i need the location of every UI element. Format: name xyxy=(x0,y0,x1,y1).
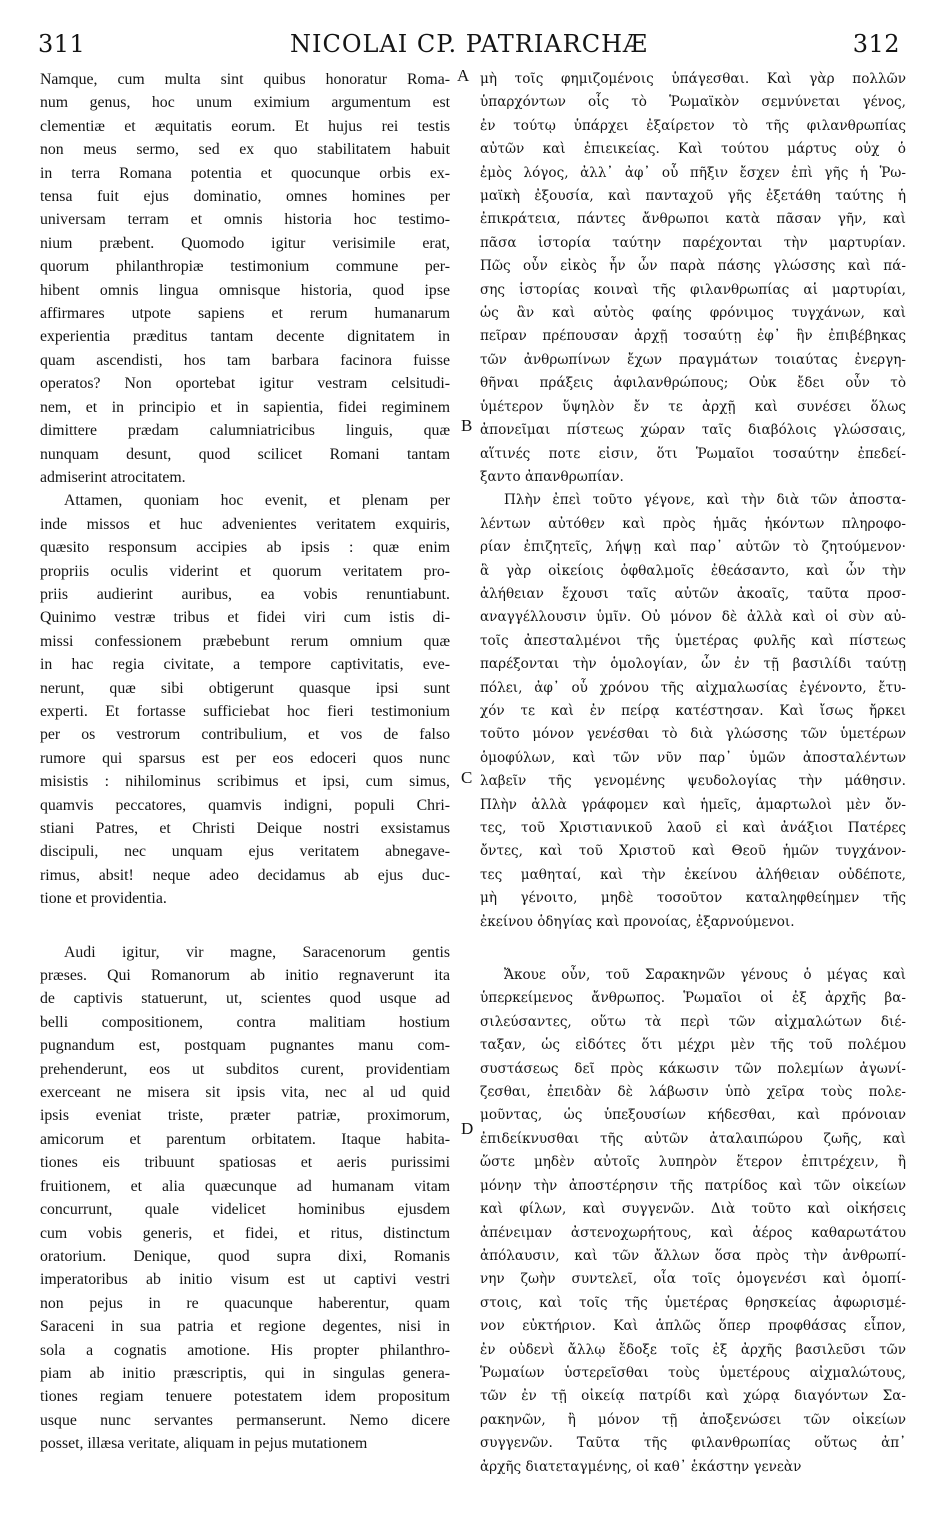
text-line: cum vobis generis, et fidei, et ritus, distinctum xyxy=(40,1224,450,1242)
text-line: rumore qui sparsus est per eos edoceri quos nunc xyxy=(40,749,450,767)
text-line: oratorium. Denique, quod supra dixi, Romanis xyxy=(40,1247,450,1265)
text-line: ὑπερκείμενος ἄνθρωπος. Ῥωμαῖοι οἱ ἐξ ἀρχῆς βα- xyxy=(480,990,906,1007)
text-line: ρακηνῶν, ἢ μόνον τῇ ἀποξενώσει τῶν οἰκείων xyxy=(480,1411,906,1428)
text-line: posset, illæsa veritate, aliquam in pejus mutationem xyxy=(40,1435,368,1453)
text-line: clementiæ et æquitatis eorum. Et hujus rei testis xyxy=(40,117,450,135)
text-line: Attamen, quoniam hoc evenit, et plenam per xyxy=(64,492,450,510)
section-marker-b: B xyxy=(461,416,473,435)
text-line: τῶν ἐν τῇ οἰκείᾳ πατρίδι καὶ χώρᾳ διαγόντων Σα- xyxy=(480,1388,906,1405)
page-number-left: 311 xyxy=(38,30,86,58)
text-line: ὁμοφύλων, καὶ τῶν νῦν παρ᾽ ὑμῶν ἀποσταλέντων xyxy=(480,749,906,766)
text-line: ζεσθαι, ἐπειδὰν δὲ λάβωσιν ὑπὸ χεῖρα τοὺς πολε- xyxy=(480,1084,906,1101)
text-line: tiones regiam tenuere potestatem idem propositum xyxy=(40,1388,450,1406)
text-line: stiani Patres, et Christi Deique nostri exsistamus xyxy=(40,820,450,837)
text-line: νην ζωὴν συντελεῖ, οἷα τοῖς ὁμογενέσι καὶ ὁμοπί- xyxy=(480,1271,906,1288)
text-line: de captivis statuerunt, ut, scientes quod usque ad xyxy=(40,990,450,1008)
text-line: imperatoribus ab initio visum est ut captivi vestri xyxy=(40,1271,450,1289)
text-line: τες μαθηταί, καὶ τὴν ἐκείνου ἀλήθειαν οὐδέποτε, xyxy=(480,866,906,883)
text-line: hibent omnis lingua omnisque historia, quod ipse xyxy=(40,281,450,299)
text-line: ταξαν, ὡς εἰδότες ὅτι μέχρι μὲν τῆς τοῦ πολέμου xyxy=(480,1037,906,1054)
text-line: nem, et in principio et in sapientia, fidei regiminem xyxy=(40,398,450,416)
text-line: nunquam desunt, quod scilicet Romani tantam xyxy=(40,445,450,463)
text-line: affirmares utpote sapiens et rerum humanarum xyxy=(40,305,450,323)
text-line: τοῖς ἀπεσταλμένοι τῆς ὑμετέρας φυλῆς καὶ πίστεως xyxy=(480,632,906,649)
text-line: συγγενῶν. Ταῦτα τῆς φιλανθρωπίας οὕτως ἀπ᾽ xyxy=(480,1435,906,1452)
text-line: usque nunc servantes permanserunt. Nemo dicere xyxy=(40,1411,450,1429)
text-line: belli compositionem, contra malitiam hostium xyxy=(40,1013,450,1031)
text-line: discipuli, nec unquam ejus veritatem abnegave- xyxy=(40,843,450,861)
text-line: in hac regia civitate, a tempore captivitatis, eve- xyxy=(40,656,450,674)
text-line: ἀπόλαυσιν, καὶ τῶν ἄλλων ὅσα πρὸς τὴν ἀνθρωπί- xyxy=(480,1247,906,1264)
text-line: piam ab initio præscriptis, qui in singulas genera- xyxy=(40,1364,450,1382)
text-line: ἐμὸς λόγος, ἀλλ᾽ ἀφ᾽ οὗ πῆξιν ἔσχεν ἐπὶ γῆς ἡ Ῥω- xyxy=(480,164,906,181)
text-line: tione et providentia. xyxy=(40,890,167,908)
text-line: quamvis peccatores, quamvis indigni, populi Chri- xyxy=(40,796,450,814)
text-line: ἐπικράτεια, πάντες ἄνθρωποι κατὰ πᾶσαν γῆν, καὶ xyxy=(480,211,906,228)
text-line: Πλὴν ἀλλὰ γράφομεν καὶ ἡμεῖς, ἁμαρτωλοὶ μὲν ὄν- xyxy=(480,796,906,813)
text-line: quam ascendisti, hos tam barbara facinora fuisse xyxy=(40,351,450,369)
text-line: concurrunt, quale videlicet hominibus ejusdem xyxy=(40,1201,450,1219)
text-line: ἐν τούτῳ ὑπάρχει ἐξαίρετον τὸ τῆς φιλανθρωπίας xyxy=(480,117,906,134)
text-line: μὴ τοῖς φημιζομένοις ὑπάγεσθαι. Καὶ γὰρ πολλῶν xyxy=(480,71,906,87)
text-line: τῶν ἀνθρωπίνων ἔχων πραγμάτων τοιαύτας ἐνεργη- xyxy=(480,351,906,368)
text-line: ἀπονεῖμαι πίστεως χώραν ταῖς διαβόλοις γλώσσαις, xyxy=(480,422,906,439)
text-line: ἀρχῆς διατεταγμένης, οἱ καθ᾽ ἑκάστην γενεὰν xyxy=(480,1458,802,1475)
text-line: per os vestrorum contribulium, et vos de falso xyxy=(40,726,450,744)
text-line: experientia præditus tantam decente dignitatem in xyxy=(40,328,450,346)
latin-column xyxy=(40,68,450,1456)
text-line: non meus sermo, sed ex quo stabilitatem habuit xyxy=(40,141,450,159)
text-line: ὑμέτερον ὕψηλὸν ἔν τε ἀρχῇ καὶ συνέσει ὅλως xyxy=(480,398,906,415)
text-line: num genus, hoc unum eximium argumentum est xyxy=(40,94,450,112)
text-line: Saraceni in sua patria et regione degentes, nisi in xyxy=(40,1318,450,1336)
text-line: μοῦντας, ὡς ὑπεξουσίων κήδεσθαι, καὶ πρόνοιαν xyxy=(480,1107,906,1124)
text-line: rimus, absit! neque adeo decidamus ab ejus duc- xyxy=(40,866,450,884)
greek-column xyxy=(480,68,906,1479)
text-line: λέντων αὐτόθεν καὶ πρὸς ἡμᾶς ἡκόντων πληροφο- xyxy=(480,515,906,532)
text-line: τες, τοῦ Χριστιανικοῦ λαοῦ εἰ καὶ ἀνάξιοι Πατέρες xyxy=(480,820,906,836)
text-line: misistis : nihilominus scribimus et ipsi, cum simus, xyxy=(40,773,450,791)
text-line: ξαντο ἀπανθρωπίαν. xyxy=(480,468,624,485)
text-line: in terra Romana potentia et quocunque orbis ex- xyxy=(40,164,450,182)
text-line: priis audierint auribus, ea vobis renuntiabunt. xyxy=(40,585,450,603)
text-line: Πλὴν ἐπεὶ τοῦτο γέγονε, καὶ τὴν διὰ τῶν ἀποστα- xyxy=(504,492,906,509)
section-marker-d: D xyxy=(461,1119,474,1138)
text-line: quorum philanthropiæ testimonium commune per- xyxy=(40,258,450,276)
text-line: καὶ φίλων, καὶ συγγενῶν. Διὰ τοῦτο καὶ οἰκήσεις xyxy=(480,1201,906,1218)
text-line: universam terram et omnis historia hoc testimo- xyxy=(40,211,450,229)
text-line: πόλει, ἀφ᾽ οὗ χρόνου τῆς αἰχμαλωσίας ἐγένοντο, ἔτυ- xyxy=(480,679,906,696)
text-line: amicorum et parentum orbitatem. Itaque habita- xyxy=(40,1130,450,1148)
text-line: πεῖραν πρέπουσαν ἀρχῇ τοσαύτῃ ἐφ᾽ ἣν ἐπιβέβηκας xyxy=(480,328,906,345)
running-title: NICOLAI CP. PATRIARCHÆ xyxy=(289,30,649,58)
text-line: præses. Qui Romanorum ab initio regnaverunt ita xyxy=(40,967,450,985)
text-line: ρίαν ἐπιζητεῖς, λήψῃ καὶ παρ᾽ αὐτῶν τὸ ζητούμενον· xyxy=(480,539,906,556)
text-line: admiserint atrocitatem. xyxy=(40,468,186,486)
text-line: μαϊκὴ ἐξουσία, καὶ πανταχοῦ γῆς ἐξετάθη ταύτης ἡ xyxy=(480,188,906,205)
text-line: Audi igitur, vir magne, Saracenorum gentis xyxy=(64,943,450,961)
text-line: σης ἱστορίας κοιναὶ τῆς φιλανθρωπίας αἱ μαρτυρίαι, xyxy=(480,281,906,298)
text-line: tensa fuit ejus dominatio, omnes homines per xyxy=(40,188,450,206)
text-line: quæsito responsum accipies ab ipsis : quæ enim xyxy=(40,539,450,557)
text-line: ὄντες, καὶ τοῦ Χριστοῦ καὶ Θεοῦ ἡμῶν τυγχάνον- xyxy=(480,843,906,860)
text-line: αναγγέλλουσιν ὑμῖν. Οὐ μόνον δὲ ἀλλὰ καὶ οἱ σὺν αὐ- xyxy=(480,609,906,626)
text-line: pugnandum est, postquam pugnantes manu com- xyxy=(40,1037,450,1055)
text-line: ὑπαρχόντων οἷς τὸ Ῥωμαϊκὸν σεμνύνεται γένος, xyxy=(480,94,906,111)
page-number-right: 312 xyxy=(852,30,900,58)
text-line: Quinimo vestræ tribus et fidei viri cum istis di- xyxy=(40,609,450,627)
text-line: ὡς ἂν καὶ αὐτὸς φαίης φρόνιμος τυγχάνων, καὶ xyxy=(480,305,906,322)
text-line: νον εὐκτήριον. Καὶ ἁπλῶς ὅπερ προφθάσας εἶπον, xyxy=(480,1318,906,1335)
text-line: inde missos et huc advenientes veritatem exquiris, xyxy=(40,515,450,533)
text-line: non pejus in re quacunque haberentur, quam xyxy=(40,1294,450,1312)
text-line: operatos? Non oportebat igitur vestram celsitudi- xyxy=(40,375,450,393)
text-line: ἀλήθειαν ἔχουσι ταῖς αὐτῶν ἀκοαῖς, ταῦτα προσ- xyxy=(480,585,906,602)
text-line: nerunt, quæ sibi obtigerunt quasque ipsi sunt xyxy=(40,679,450,697)
text-line: nium præbent. Quomodo igitur verisimile erat, xyxy=(40,234,450,252)
text-line: Ῥωμαίων ὑστερεῖσθαι τοὺς ὑμετέρους αἰχμαλώτους, xyxy=(480,1364,906,1381)
text-line: μὴ γένοιτο, μηδὲ τοσοῦτον καταληφθείημεν τῆς xyxy=(480,890,906,907)
text-line: παρέξονται τὴν ὁμολογίαν, ὧν ἐν τῇ βασιλίδι ταύτῃ xyxy=(480,656,906,673)
text-line: μόνην τὴν ἀποστέρησιν τῆς πατρίδος καὶ τῶν οἰκείων xyxy=(480,1177,906,1194)
text-line: ἐκείνου ὁδηγίας καὶ προνοίας, ἐξαρνούμενοι. xyxy=(480,913,795,930)
text-line: dimittere prædam calumniatricibus linguis, quæ xyxy=(40,422,450,440)
text-line: Namque, cum multa sint quibus honoratur Roma- xyxy=(40,71,450,88)
text-line: αὐτῶν καὶ ἐπιεικείας. Καὶ τούτου μάρτυς οὐχ ὁ xyxy=(480,141,906,158)
text-line: χόν τε καὶ ἐν πείρᾳ κατέστησαν. Καὶ ἴσως ἤρκει xyxy=(480,702,906,719)
text-line: λαβεῖν τῆς γενομένης ψευδολογίας τὴν μάθησιν. xyxy=(480,773,906,790)
text-line: fruitionem, et alia quæcunque ad humanam vitam xyxy=(40,1177,450,1195)
running-header xyxy=(38,30,900,58)
text-line: σιλεύσαντες, οὕτω τὰ περὶ τῶν αἰχμαλώτων διέ- xyxy=(480,1013,906,1030)
text-line: tiones eis tribuunt spatiosas et aeris purissimi xyxy=(40,1154,450,1172)
text-line: prehenderunt, eos ut subditos curent, providentiam xyxy=(40,1060,450,1078)
text-line: τοῦτο μόνον γενέσθαι τὸ διὰ γλώσσης τῶν ὑμετέρων xyxy=(480,726,906,743)
text-line: συστάσεως δεῖ πρὸς κάκωσιν τῶν πολεμίων ἀγωνί- xyxy=(480,1060,906,1077)
text-line: experti. Et fortasse sufficiebat hoc fieri testimonium xyxy=(40,702,450,720)
text-line: αἵτινές ποτε εἰσιν, ὅτι Ῥωμαῖοι τοσαύτην ἐπεδεί- xyxy=(480,445,906,462)
text-line: ἃ γὰρ οἰκείοις ὀφθαλμοῖς ἐθεάσαντο, καὶ ὧν τὴν xyxy=(480,562,906,579)
text-line: ἀπένειμαν ἀστενοχωρήτους, καὶ ἀέρος καθαρωτάτου xyxy=(480,1224,906,1241)
text-line: propriis oculis viderint et quorum veritatem pro- xyxy=(40,562,450,580)
text-line: ἐπιδείκνυσθαι τῆς αὐτῶν ἀταλαιπώρου ζωῆς, καὶ xyxy=(480,1130,906,1147)
text-line: missi confessionem præbebunt rerum omnium quæ xyxy=(40,632,450,650)
text-line: ὥστε μηδὲν αὐτοῖς λυπηρὸν ἕτερον ἐπιτρέχειν, ἢ xyxy=(480,1154,906,1171)
text-line: ἐν οὐδενὶ ἄλλῳ ἔδοξε τοῖς ἐξ ἀρχῆς βασιλεῦσι τῶν xyxy=(480,1341,906,1358)
text-line: Πῶς οὖν εἰκὸς ἦν ὧν παρὰ πάσης γλώσσης καὶ πά- xyxy=(480,258,906,275)
section-marker-a: A xyxy=(457,66,470,85)
text-line: πᾶσα ἱστορία ταύτην παρέχονται τὴν μαρτυρίαν. xyxy=(480,234,906,251)
text-line: θῆναι πράξεις ἀφιλανθρώπους; Οὐκ ἔδει οὖν τὸ xyxy=(480,375,906,392)
text-line: στοις, καὶ τοῖς τῆς ὑμετέρας θρησκείας ἀφωρισμέ- xyxy=(480,1294,906,1311)
text-line: exerceant ne misera sit ipsis vita, nec al ud quid xyxy=(40,1084,450,1102)
section-marker-c: C xyxy=(461,768,473,787)
text-line: Ἄκουε οὖν, τοῦ Σαρακηνῶν γένους ὁ μέγας καὶ xyxy=(504,967,906,984)
text-line: sola a cognatis amotione. His propter philanthro- xyxy=(40,1341,450,1359)
text-line: ipsis eveniat triste, præter patriæ, proximorum, xyxy=(40,1107,450,1125)
